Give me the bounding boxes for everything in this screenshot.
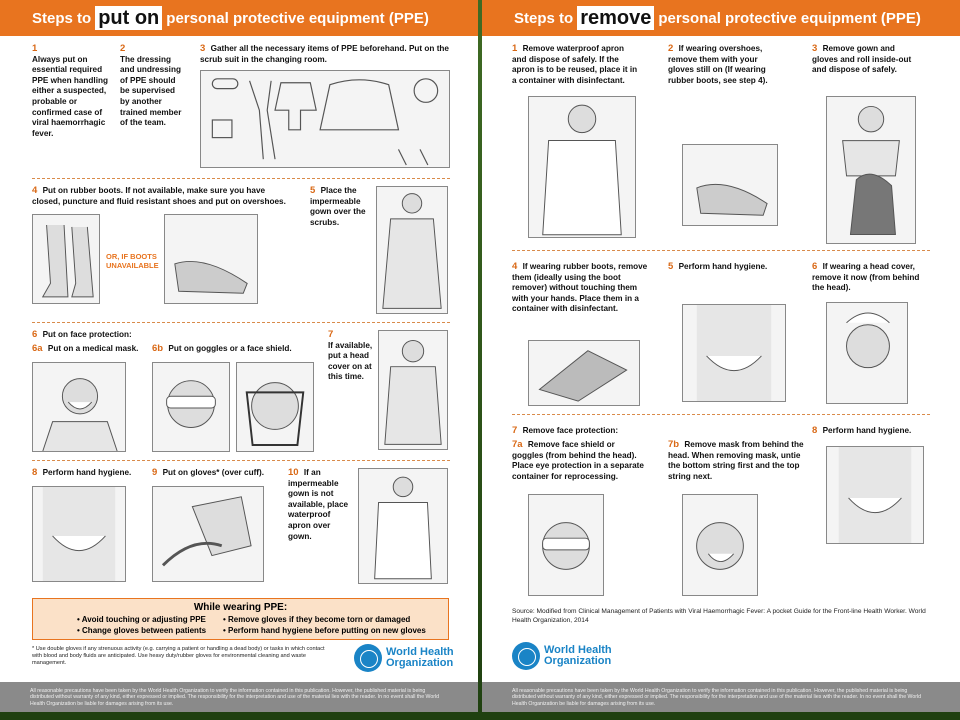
remove-step-1: 1 Remove waterproof apron and dispose of safely. If the apron is to be reused, place it in a container with disinfectant. — [512, 43, 638, 85]
rubber-boots-illustration — [32, 214, 100, 304]
divider — [512, 250, 930, 251]
goggles-illustration — [152, 362, 230, 452]
remove-step-8: 8 Perform hand hygiene. — [812, 425, 912, 436]
divider — [512, 414, 930, 415]
remove-step-5: 5 Perform hand hygiene. — [668, 261, 768, 272]
put-on-step-7: 7 If available, put a head cover on at this time. — [328, 329, 373, 382]
put-on-ppe-panel — [0, 0, 478, 712]
remove-goggles-illustration — [528, 494, 604, 596]
remove-ppe-panel — [482, 0, 960, 712]
put-on-step-8: 8 Perform hand hygiene. — [32, 467, 132, 478]
title-highlight: remove — [577, 6, 654, 30]
divider — [32, 460, 450, 461]
who-globe-icon — [354, 644, 382, 672]
remove-head-cover-illustration — [826, 302, 908, 404]
divider — [32, 322, 450, 323]
remove-step-7b: 7b Remove mask from behind the head. When removing mask, untie the bottom string first and the top string next. — [668, 439, 804, 481]
ppe-items-illustration — [200, 70, 450, 168]
face-shield-illustration — [236, 362, 314, 452]
put-on-step-6: 6 Put on face protection: — [32, 329, 132, 340]
put-on-step-4: 4 Put on rubber boots. If not available, make sure you have closed, puncture and fluid resistant shoes and put on overshoes. — [32, 185, 286, 206]
who-logo: World Health Organization — [512, 642, 612, 670]
put-on-step-2: 2 The dressing and undressing of PPE should be supervised by another trained member of the team. — [120, 43, 182, 128]
disclaimer: All reasonable precautions have been taken by the World Health Organization to verify the information contained in this publication. However, the published material is being distributed without warranty of any kind, either expressed or implied. The responsibility for the interpretation and use of the material lies with the reader. In no event shall the World Health Organization be liable for damages arising from its use. — [482, 682, 960, 712]
remove-step-4: 4 If wearing rubber boots, remove them (ideally using the boot remover) without touching them with your hands. Place them in a container with disinfectant. — [512, 261, 648, 314]
remove-overshoes-illustration — [682, 144, 778, 226]
remove-hand-hygiene-illustration — [682, 304, 786, 402]
wearing-item: • Avoid touching or adjusting PPE — [77, 615, 206, 624]
hand-hygiene-illustration — [32, 486, 126, 582]
put-on-step-9: 9 Put on gloves* (over cuff). — [152, 467, 265, 478]
divider — [32, 178, 450, 179]
remove-mask-illustration — [682, 494, 758, 596]
wearing-item: • Change gloves between patients — [77, 626, 207, 635]
wearing-item: • Perform hand hygiene before putting on new gloves — [223, 626, 426, 635]
put-on-step-6b: 6b Put on goggles or a face shield. — [152, 343, 292, 354]
remove-step-7: 7 Remove face protection: — [512, 425, 619, 436]
while-wearing-title: While wearing PPE: — [193, 602, 288, 613]
boot-remover-illustration — [528, 340, 640, 406]
put-on-step-3: 3 Gather all the necessary items of PPE beforehand. Put on the scrub suit in the changing room. — [200, 43, 449, 64]
remove-step-7a: 7a Remove face shield or goggles (from behind the head). Place eye protection in a separate container for reprocessing. — [512, 439, 644, 481]
who-globe-icon — [512, 642, 540, 670]
overshoes-illustration — [164, 214, 258, 304]
gloves-footnote: * Use double gloves if any strenuous activity (e.g. carrying a patient or handling a dead body) or tasks in which contact with blood and body fluids are anticipated. Use heavy duty/rubber gloves for environmental cleaning and waste management. — [32, 646, 325, 666]
gloves-illustration — [152, 486, 264, 582]
final-hand-hygiene-illustration — [826, 446, 924, 544]
remove-apron-illustration — [528, 96, 636, 238]
who-logo: World Health Organization — [354, 644, 454, 672]
remove-title: Steps to remove personal protective equipment (PPE) — [482, 0, 960, 36]
or-boots-label: OR, IF BOOTS UNAVAILABLE — [106, 252, 159, 270]
put-on-step-10: 10 If an impermeable gown is not available, place waterproof apron over gown. — [288, 467, 349, 541]
medical-mask-illustration — [32, 362, 126, 452]
remove-step-6: 6 If wearing a head cover, remove it now (from behind the head). — [812, 261, 920, 293]
put-on-step-1: 1 Always put on essential required PPE when handling either a suspected, probable or confirmed case of viral haemorrhagic fever. — [32, 43, 108, 138]
put-on-step-6a: 6a Put on a medical mask. — [32, 343, 139, 354]
apron-illustration — [358, 468, 448, 584]
title-highlight: put on — [95, 6, 162, 30]
source-citation: Source: Modified from Clinical Management of Patients with Viral Haemorrhagic Fever: A pocket Guide for the Front-line Health Worker. World Health Organization, 2014 — [512, 608, 926, 624]
disclaimer: All reasonable precautions have been taken by the World Health Organization to verify the information contained in this publication. However, the published material is being distributed without warranty of any kind, either expressed or implied. The responsibility for the interpretation and use of the material lies with the reader. In no event shall the World Health Organization be liable for damages arising from its use. — [0, 682, 478, 712]
remove-gown-illustration — [826, 96, 916, 244]
remove-step-2: 2 If wearing overshoes, remove them with your gloves still on (If wearing rubber boots, see step 4). — [668, 43, 768, 85]
gown-illustration — [376, 186, 448, 314]
head-cover-illustration — [378, 330, 448, 450]
wearing-item: • Remove gloves if they become torn or damaged — [223, 615, 411, 624]
remove-step-3: 3 Remove gown and gloves and roll inside-out and dispose of safely. — [812, 43, 912, 75]
put-on-step-5: 5 Place the impermeable gown over the scrubs. — [310, 185, 366, 227]
put-on-title: Steps to put on personal protective equipment (PPE) — [0, 0, 478, 36]
while-wearing-ppe-box — [32, 598, 449, 640]
